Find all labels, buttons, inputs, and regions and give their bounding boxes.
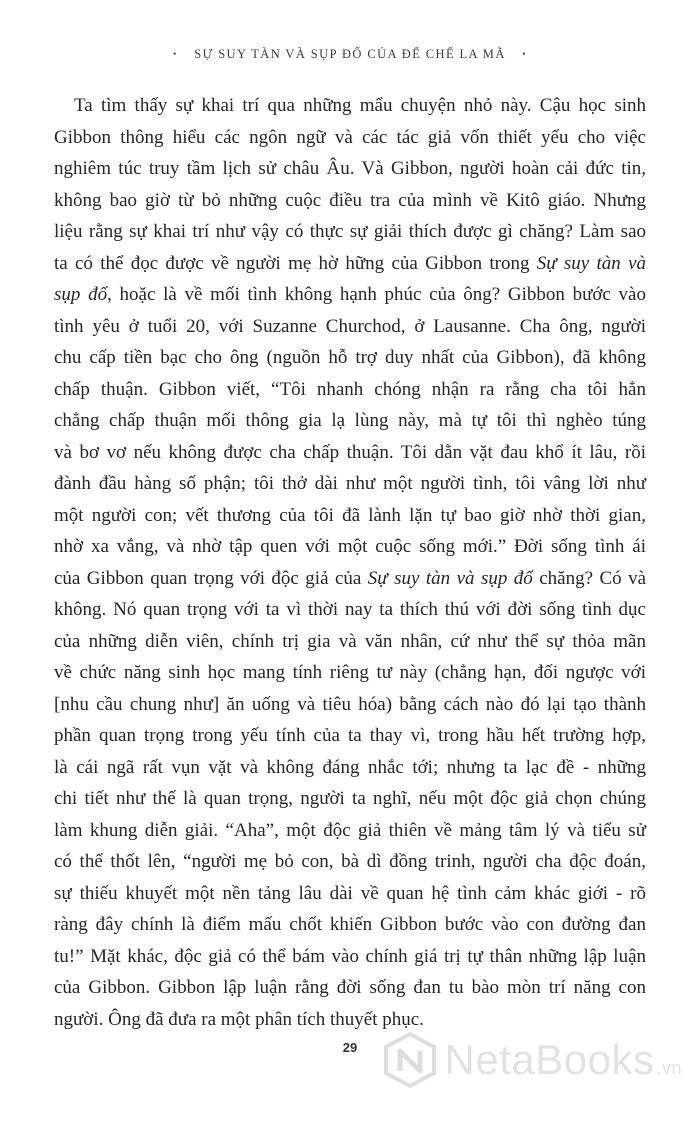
line-text: làm khung diễn giải. “Aha”, một độc giả thiên về mảng tâm lý và tiểu sử <box>54 819 646 841</box>
text-line <box>54 909 646 941</box>
watermark-text <box>445 1036 682 1084</box>
watermark <box>381 1031 682 1089</box>
line-text: ta có thể đọc được về người mẹ hờ hững của Gibbon trong <box>54 252 537 274</box>
text-line <box>54 531 646 563</box>
line-text: chi tiết như thế là quan trọng, người ta nghĩ, nếu một độc giả chọn chúng <box>54 788 646 809</box>
italic-title: Sự suy tàn và sụp đổ <box>367 567 533 589</box>
running-header <box>0 47 700 62</box>
line-text: không bao giờ từ bỏ những cuộc điều tra của mình về Kitô giáo. Nhưng <box>54 189 646 211</box>
text-line <box>54 405 646 437</box>
header-title: SỰ SUY TÀN VÀ SỤP ĐỔ CỦA ĐẾ CHẾ LA MÃ <box>194 47 506 61</box>
line-text: chẳng chấp thuận mối thông gia lạ lùng này, mà tự tôi thì nghèo túng <box>54 410 646 431</box>
line-text: chấp thuận. Gibbon viết, “Tôi nhanh chóng nhận ra rằng cha tôi hẳn <box>54 378 646 400</box>
text-line <box>54 752 646 784</box>
line-text: tình yêu ở tuổi 20, với Suzanne Churchod, ở Lausanne. Cha ông, người <box>54 315 646 337</box>
text-line <box>54 563 646 595</box>
line-text: nghiêm túc truy tầm lịch sử châu Âu. Và Gibbon, người hoàn cải đức tin, <box>54 158 646 179</box>
text-line <box>54 941 646 973</box>
text-line <box>54 500 646 532</box>
watermark-suffix: .vn <box>656 1058 682 1078</box>
line-text: liệu rằng sự khai trí như vậy có thực sự giải thích được gì chăng? Làm sao <box>54 221 646 242</box>
text-line <box>54 815 646 847</box>
text-line <box>54 846 646 878</box>
line-text: ràng đây chính là điểm mấu chốt khiến Gibbon bước vào con đường đan <box>54 914 646 935</box>
line-text: của những diễn viên, chính trị gia và văn nhân, cứ như thể sự thỏa mãn <box>54 630 646 652</box>
italic-title: Sự suy tàn và <box>536 252 646 274</box>
header-bullet-left: • <box>173 49 178 60</box>
text-line <box>54 122 646 154</box>
text-line <box>54 216 646 248</box>
line-text: người. Ông đã đưa ra một phân tích thuyết phục. <box>54 1008 424 1030</box>
netabooks-logo-icon <box>381 1031 439 1089</box>
italic-title: sụp đổ <box>54 284 108 305</box>
line-text: về chức năng sinh học mang tính riêng tư này (chẳng hạn, đối ngược với <box>54 662 646 683</box>
line-text: Gibbon thông hiểu các ngôn ngữ và các tác giả vốn thiết yếu cho việc <box>54 126 646 148</box>
line-text: , hoặc là về mối tình không hạnh phúc của ông? Gibbon bước vào <box>107 284 646 305</box>
line-text: là cái ngã rất vụn vặt và không đáng nhắc tới; nhưng ta lạc đề - những <box>54 756 646 778</box>
line-text: chu cấp tiền bạc cho ông (nguồn hỗ trợ duy nhất của Gibbon), đã không <box>54 347 646 368</box>
text-line <box>54 594 646 626</box>
line-text: của Gibbon quan trọng với độc giả của <box>54 567 368 589</box>
text-line <box>54 878 646 910</box>
text-line <box>54 90 646 122</box>
body-paragraph <box>54 90 646 1035</box>
text-line <box>54 689 646 721</box>
header-bullet-right: • <box>522 49 527 60</box>
text-line <box>54 311 646 343</box>
text-line <box>54 783 646 815</box>
line-text: [nhu cầu chung như] ăn uống và tiêu hóa) bằng cách nào đó lại tạo thành <box>54 693 646 715</box>
text-line <box>54 185 646 217</box>
text-line <box>54 374 646 406</box>
line-text: sự thiếu khuyết một nền tảng lâu dài về quan hệ tình cảm khác giới - rõ <box>54 882 646 904</box>
text-line <box>54 468 646 500</box>
text-line <box>54 657 646 689</box>
line-text: nhờ xa vắng, và nhờ tập quen với một cuộc sống mới.” Đời sống tình ái <box>54 536 646 557</box>
line-text: của Gibbon. Gibbon lập luận rằng đời sống đan tu bào mòn trí năng con <box>54 977 646 998</box>
text-line <box>54 279 646 311</box>
line-text: phần quan trọng trong yếu tính của ta thay vì, trong hầu hết trường hợp, <box>54 725 646 746</box>
text-line <box>54 626 646 658</box>
line-text: đành đầu hàng số phận; tôi thở dài như một người tình, tôi vâng lời như <box>54 473 646 494</box>
text-line <box>54 342 646 374</box>
text-line <box>54 720 646 752</box>
line-text: chăng? Có và <box>532 567 647 589</box>
text-line <box>54 153 646 185</box>
text-line <box>54 437 646 469</box>
line-text: tu!” Mặt khác, độc giả có thể bám vào chính giá trị tự thân những lập luận <box>54 945 646 967</box>
page-number: 29 <box>342 1040 358 1055</box>
watermark-brand: NetaBooks <box>444 1036 655 1083</box>
line-text: có thể thốt lên, “người mẹ bỏ con, bà dì đồng trinh, người cha độc đoán, <box>54 851 646 872</box>
text-line <box>54 972 646 1004</box>
line-text: và bơ vơ nếu không được cha chấp thuận. Tôi dằn vặt đau khổ ít lâu, rồi <box>54 441 646 463</box>
text-line <box>54 248 646 280</box>
line-text: một người con; vết thương của tôi đã lành lặn tự bao giờ nhờ thời gian, <box>54 504 646 526</box>
line-text: Ta tìm thấy sự khai trí qua những mẩu chuyện nhỏ này. Cậu học sinh <box>74 95 646 116</box>
line-text: không. Nó quan trọng với ta vì thời nay ta thích thú với đời sống tình dục <box>54 599 646 620</box>
